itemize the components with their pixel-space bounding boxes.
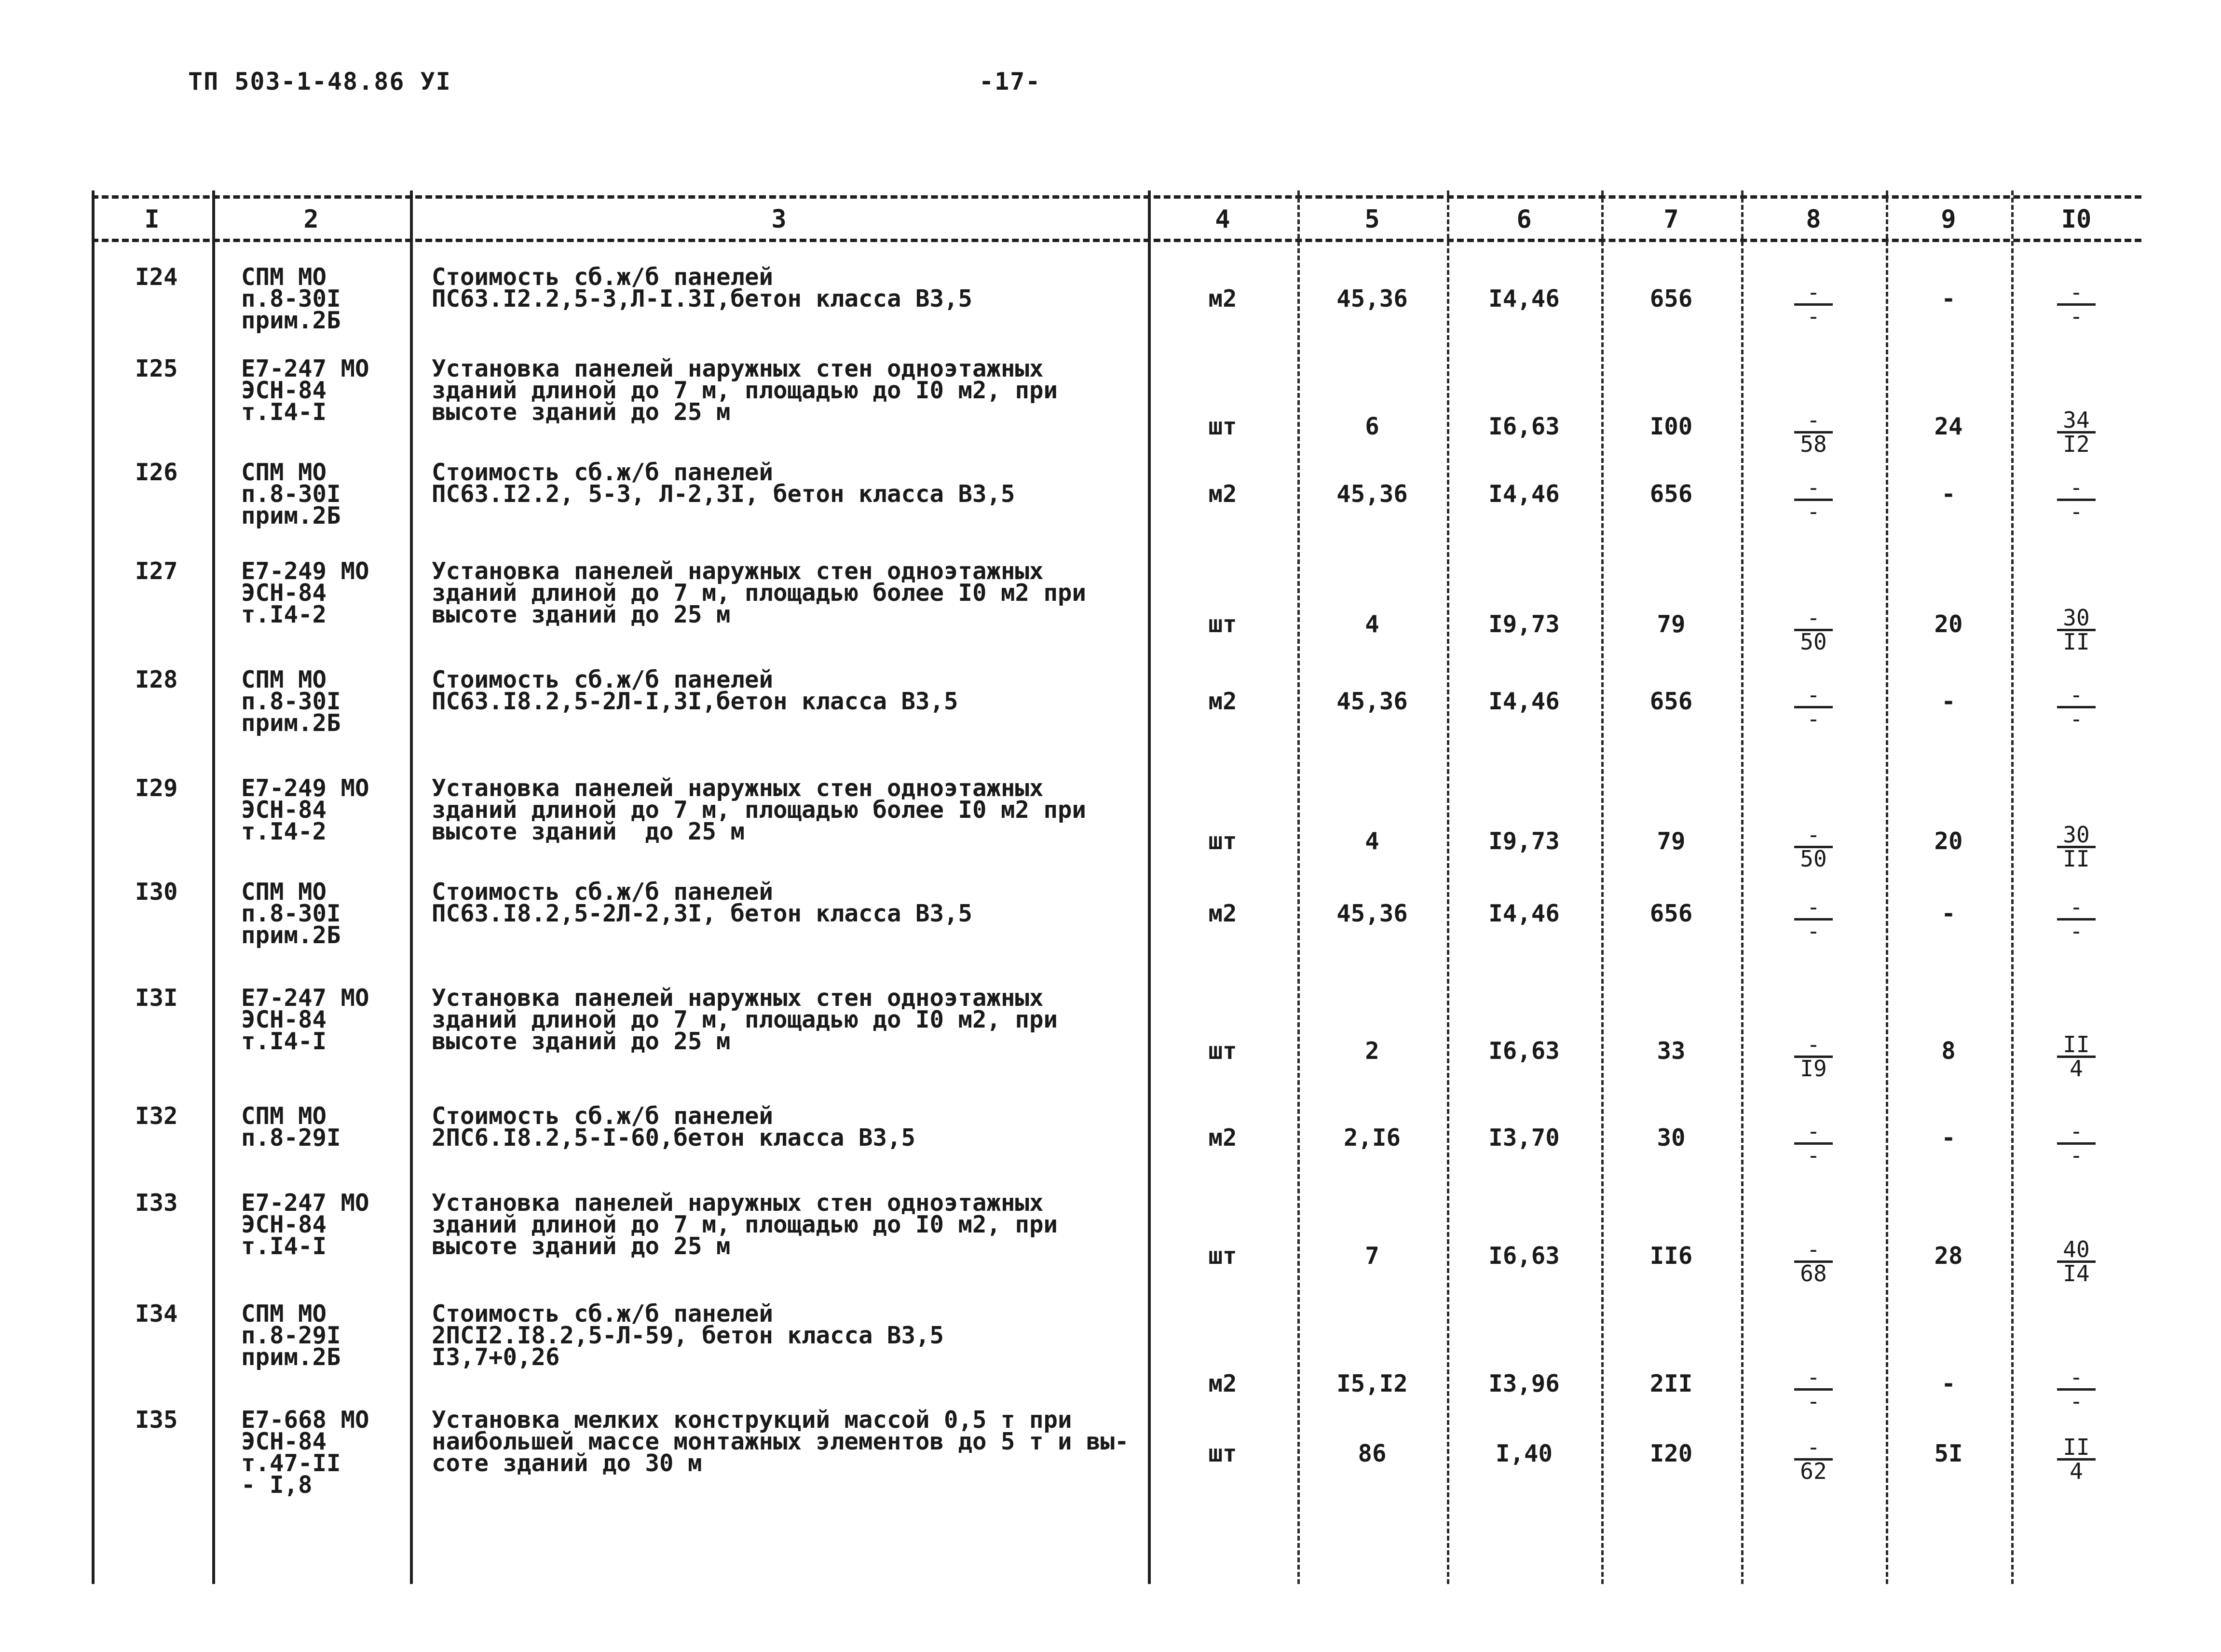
work-description: Стоимость сб.ж/б панелей <box>432 1102 774 1130</box>
total-cost-value: I00 <box>1649 413 1693 440</box>
column-8-fraction <box>1787 822 1840 872</box>
column-10-fraction-numerator: - <box>2070 1118 2083 1144</box>
column-10-fraction <box>2050 682 2103 732</box>
norm-reference: прим.2Б <box>241 921 341 949</box>
page-number: -17- <box>979 68 1041 95</box>
unit-of-measure: шт <box>1208 1242 1237 1270</box>
norm-reference: Е7-247 МО <box>241 1189 369 1217</box>
unit-of-measure: м2 <box>1208 1124 1237 1151</box>
column-divider <box>92 190 95 1584</box>
row-number: I24 <box>135 263 178 291</box>
norm-reference: - I,8 <box>241 1471 313 1499</box>
column-8-fraction-numerator: - <box>1807 822 1820 848</box>
unit-price-value: I6,63 <box>1488 413 1560 440</box>
total-cost-value: 79 <box>1657 610 1686 638</box>
column-header-2: 2 <box>303 205 319 234</box>
column-10-fraction-numerator: - <box>2070 894 2083 920</box>
norm-reference: ЭСН-84 <box>241 1428 327 1455</box>
column-9-value: - <box>1941 688 1956 715</box>
norm-reference: СПМ МО <box>241 878 327 906</box>
column-9-value: 5I <box>1934 1440 1963 1467</box>
total-cost-value: 656 <box>1649 285 1693 312</box>
work-description: 2ПС6.I8.2,5-I-60,бетон класса В3,5 <box>432 1124 916 1151</box>
work-description: зданий длиной до 7 м, площадью до I0 м2, при <box>432 1006 1058 1033</box>
column-header-10: I0 <box>2061 205 2092 234</box>
column-10-fraction-denominator: - <box>2070 706 2083 732</box>
column-header-7: 7 <box>1663 205 1679 234</box>
norm-reference: СПМ МО <box>241 1300 327 1327</box>
column-8-fraction-numerator: - <box>1807 1434 1820 1460</box>
column-8-fraction <box>1787 894 1840 944</box>
column-8-fraction-denominator: 62 <box>1800 1458 1827 1484</box>
work-description: ПС63.I8.2,5-2Л-I,3I,бетон класса В3,5 <box>432 688 958 715</box>
unit-price-value: I,40 <box>1495 1440 1553 1467</box>
column-10-fraction-numerator: - <box>2070 474 2083 501</box>
column-8-fraction <box>1787 279 1840 329</box>
total-cost-value: 33 <box>1657 1037 1686 1065</box>
row-number: I25 <box>135 355 178 382</box>
column-10-fraction <box>2050 822 2103 872</box>
norm-reference: прим.2Б <box>241 709 341 737</box>
estimate-table <box>92 190 2141 1584</box>
column-10-fraction-denominator: 4 <box>2070 1458 2083 1484</box>
quantity-value: 4 <box>1365 827 1379 855</box>
unit-price-value: I9,73 <box>1488 610 1560 638</box>
column-8-fraction <box>1787 1364 1840 1414</box>
column-header-9: 9 <box>1941 205 1956 234</box>
work-description: Установка мелких конструкций массой 0,5 т при <box>432 1406 1072 1434</box>
column-8-fraction-denominator: I9 <box>1800 1056 1827 1082</box>
column-8-fraction-denominator: 50 <box>1800 629 1827 655</box>
column-8-fraction <box>1787 474 1840 525</box>
column-10-fraction-denominator: - <box>2070 303 2083 329</box>
column-10-fraction <box>2050 605 2103 655</box>
column-8-fraction-denominator: 50 <box>1800 846 1827 872</box>
column-10-fraction <box>2050 407 2103 457</box>
column-8-fraction-numerator: - <box>1807 682 1820 708</box>
column-8-fraction-denominator: - <box>1807 303 1820 329</box>
norm-reference: СПМ МО <box>241 263 327 291</box>
column-8-fraction-denominator: - <box>1807 1142 1820 1168</box>
column-10-fraction-denominator: II <box>2063 846 2090 872</box>
work-description: ПС63.I2.2, 5-3, Л-2,3I, бетон класса В3,5 <box>432 480 1015 508</box>
work-description: высоте зданий до 25 м <box>432 1028 731 1055</box>
column-10-fraction-denominator: 4 <box>2070 1056 2083 1082</box>
norm-reference: ЭСН-84 <box>241 1006 327 1033</box>
work-description: Установка панелей наружных стен одноэтажных <box>432 774 1044 802</box>
column-divider <box>1741 190 1744 1584</box>
work-description: Стоимость сб.ж/б панелей <box>432 459 774 486</box>
column-10-fraction-denominator: - <box>2070 918 2083 944</box>
norm-reference: ЭСН-84 <box>241 377 327 404</box>
row-number: I3I <box>135 984 178 1012</box>
column-10-fraction-numerator: 30 <box>2063 822 2090 848</box>
quantity-value: 2,I6 <box>1343 1124 1401 1151</box>
column-8-fraction-denominator: - <box>1807 1388 1820 1414</box>
column-10-fraction-denominator: - <box>2070 1388 2083 1414</box>
work-description: Установка панелей наружных стен одноэтажных <box>432 984 1044 1012</box>
column-10-fraction-numerator: - <box>2070 1364 2083 1390</box>
column-8-fraction <box>1787 682 1840 732</box>
quantity-value: I5,I2 <box>1336 1370 1408 1397</box>
unit-of-measure: шт <box>1208 1037 1237 1065</box>
column-header-5: 5 <box>1364 205 1380 234</box>
norm-reference: ЭСН-84 <box>241 796 327 824</box>
column-8-fraction-denominator: - <box>1807 918 1820 944</box>
work-description: 2ПСI2.I8.2,5-Л-59, бетон класса В3,5 <box>432 1322 944 1349</box>
column-10-fraction-denominator: I2 <box>2063 431 2090 457</box>
column-10-fraction-numerator: 34 <box>2063 407 2090 433</box>
column-8-fraction <box>1787 1031 1840 1082</box>
work-description: высоте зданий до 25 м <box>432 601 731 628</box>
column-10-fraction <box>2050 1031 2103 1082</box>
unit-of-measure: м2 <box>1208 900 1237 927</box>
column-9-value: 28 <box>1934 1242 1963 1270</box>
quantity-value: 45,36 <box>1336 285 1408 312</box>
work-description: ПС63.I2.2,5-3,Л-I.3I,бетон класса В3,5 <box>432 285 973 312</box>
work-description: зданий длиной до 7 м, площадью более I0 м2 при <box>432 796 1087 824</box>
norm-reference: п.8-30I <box>241 900 341 927</box>
total-cost-value: 656 <box>1649 900 1693 927</box>
total-cost-value: 656 <box>1649 688 1693 715</box>
column-9-value: 24 <box>1934 413 1963 440</box>
unit-price-value: I4,46 <box>1488 900 1560 927</box>
quantity-value: 45,36 <box>1336 688 1408 715</box>
norm-reference: Е7-247 МО <box>241 984 369 1012</box>
norm-reference: прим.2Б <box>241 502 341 529</box>
norm-reference: Е7-249 МО <box>241 774 369 802</box>
column-10-fraction-numerator: II <box>2063 1434 2090 1460</box>
column-header-3: 3 <box>771 205 787 234</box>
work-description: соте зданий до 30 м <box>432 1449 702 1477</box>
unit-price-value: I4,46 <box>1488 480 1560 508</box>
norm-reference: Е7-247 МО <box>241 355 369 382</box>
unit-of-measure: шт <box>1208 413 1237 440</box>
norm-reference: Е7-249 МО <box>241 557 369 585</box>
column-9-value: 8 <box>1941 1037 1956 1065</box>
column-10-fraction-denominator: I4 <box>2063 1260 2090 1286</box>
total-cost-value: I20 <box>1649 1440 1693 1467</box>
work-description: ПС63.I8.2,5-2Л-2,3I, бетон класса В3,5 <box>432 900 973 927</box>
column-10-fraction-numerator: - <box>2070 279 2083 305</box>
row-number: I32 <box>135 1102 178 1130</box>
column-8-fraction-denominator: 58 <box>1800 431 1827 457</box>
norm-reference: ЭСН-84 <box>241 1211 327 1238</box>
quantity-value: 86 <box>1358 1440 1387 1467</box>
quantity-value: 7 <box>1365 1242 1379 1270</box>
norm-reference: ЭСН-84 <box>241 579 327 607</box>
column-10-fraction-numerator: 40 <box>2063 1236 2090 1262</box>
work-description: I3,7+0,26 <box>432 1343 560 1371</box>
column-8-fraction-numerator: - <box>1807 279 1820 305</box>
column-8-fraction-denominator: - <box>1807 499 1820 525</box>
unit-price-value: I3,96 <box>1488 1370 1560 1397</box>
unit-of-measure: м2 <box>1208 480 1237 508</box>
row-number: I29 <box>135 774 178 802</box>
column-8-fraction <box>1787 407 1840 457</box>
norm-reference: т.I4-I <box>241 398 327 426</box>
column-8-fraction-numerator: - <box>1807 1364 1820 1390</box>
norm-reference: п.8-30I <box>241 285 341 312</box>
row-number: I27 <box>135 557 178 585</box>
work-description: Стоимость сб.ж/б панелей <box>432 666 774 693</box>
norm-reference: Е7-668 МО <box>241 1406 369 1434</box>
unit-of-measure: м2 <box>1208 285 1237 312</box>
norm-reference: СПМ МО <box>241 459 327 486</box>
column-header-8: 8 <box>1806 205 1821 234</box>
column-8-fraction-numerator: - <box>1807 605 1820 631</box>
unit-price-value: I6,63 <box>1488 1037 1560 1065</box>
total-cost-value: 2II <box>1649 1370 1693 1397</box>
column-9-value: - <box>1941 1370 1956 1397</box>
column-10-fraction <box>2050 1236 2103 1286</box>
document-code: ТП 503-1-48.86 УI <box>188 68 451 95</box>
column-8-fraction-denominator: - <box>1807 706 1820 732</box>
work-description: Стоимость сб.ж/б панелей <box>432 263 774 291</box>
norm-reference: т.I4-2 <box>241 818 327 845</box>
column-9-value: - <box>1941 285 1956 312</box>
column-10-fraction <box>2050 894 2103 944</box>
column-8-fraction <box>1787 605 1840 655</box>
column-divider <box>212 190 215 1584</box>
unit-of-measure: м2 <box>1208 688 1237 715</box>
norm-reference: п.8-29I <box>241 1124 341 1151</box>
column-header-4: 4 <box>1215 205 1230 234</box>
column-8-fraction-numerator: - <box>1807 474 1820 501</box>
quantity-value: 6 <box>1365 413 1379 440</box>
norm-reference: п.8-29I <box>241 1322 341 1349</box>
norm-reference: т.I4-I <box>241 1232 327 1260</box>
work-description: высоте зданий до 25 м <box>432 818 745 845</box>
column-9-value: - <box>1941 900 1956 927</box>
work-description: зданий длиной до 7 м, площадью более I0 м2 при <box>432 579 1087 607</box>
norm-reference: т.47-II <box>241 1449 341 1477</box>
unit-of-measure: шт <box>1208 1440 1237 1467</box>
total-cost-value: 30 <box>1657 1124 1686 1151</box>
unit-of-measure: шт <box>1208 827 1237 855</box>
work-description: Стоимость сб.ж/б панелей <box>432 878 774 906</box>
unit-price-value: I9,73 <box>1488 827 1560 855</box>
norm-reference: п.8-30I <box>241 688 341 715</box>
column-8-fraction-denominator: 68 <box>1800 1260 1827 1286</box>
column-10-fraction-denominator: - <box>2070 499 2083 525</box>
column-10-fraction <box>2050 1434 2103 1484</box>
column-10-fraction-denominator: - <box>2070 1142 2083 1168</box>
work-description: зданий длиной до 7 м, площадью до I0 м2, при <box>432 1211 1058 1238</box>
column-8-fraction-numerator: - <box>1807 894 1820 920</box>
unit-of-measure: м2 <box>1208 1370 1237 1397</box>
norm-reference: п.8-30I <box>241 480 341 508</box>
table-top-rule <box>92 195 2141 199</box>
header-bottom-rule <box>92 239 2141 242</box>
norm-reference: т.I4-I <box>241 1028 327 1055</box>
column-8-fraction <box>1787 1236 1840 1286</box>
column-8-fraction <box>1787 1434 1840 1484</box>
norm-reference: прим.2Б <box>241 307 341 334</box>
column-9-value: - <box>1941 1124 1956 1151</box>
work-description: зданий длиной до 7 м, площадью до I0 м2, при <box>432 377 1058 404</box>
total-cost-value: 79 <box>1657 827 1686 855</box>
norm-reference: СПМ МО <box>241 1102 327 1130</box>
work-description: наибольшей массе монтажных элементов до 5 т и вы- <box>432 1428 1129 1455</box>
column-9-value: - <box>1941 480 1956 508</box>
work-description: высоте зданий до 25 м <box>432 1232 731 1260</box>
column-8-fraction-numerator: - <box>1807 1118 1820 1144</box>
column-10-fraction-numerator: II <box>2063 1031 2090 1057</box>
column-10-fraction <box>2050 1364 2103 1414</box>
column-9-value: 20 <box>1934 610 1963 638</box>
row-number: I30 <box>135 878 178 906</box>
column-header-6: 6 <box>1516 205 1532 234</box>
work-description: Установка панелей наружных стен одноэтажных <box>432 1189 1044 1217</box>
row-number: I26 <box>135 459 178 486</box>
column-10-fraction <box>2050 474 2103 525</box>
unit-price-value: I6,63 <box>1488 1242 1560 1270</box>
total-cost-value: 656 <box>1649 480 1693 508</box>
row-number: I28 <box>135 666 178 693</box>
column-10-fraction-denominator: II <box>2063 629 2090 655</box>
quantity-value: 4 <box>1365 610 1379 638</box>
column-10-fraction-numerator: - <box>2070 682 2083 708</box>
row-number: I33 <box>135 1189 178 1217</box>
work-description: Стоимость сб.ж/б панелей <box>432 1300 774 1327</box>
column-divider <box>2011 190 2014 1584</box>
quantity-value: 45,36 <box>1336 900 1408 927</box>
norm-reference: т.I4-2 <box>241 601 327 628</box>
row-number: I34 <box>135 1300 178 1327</box>
row-number: I35 <box>135 1406 178 1434</box>
norm-reference: СПМ МО <box>241 666 327 693</box>
unit-of-measure: шт <box>1208 610 1237 638</box>
total-cost-value: II6 <box>1649 1242 1693 1270</box>
unit-price-value: I3,70 <box>1488 1124 1560 1151</box>
work-description: Установка панелей наружных стен одноэтажных <box>432 557 1044 585</box>
column-10-fraction-numerator: 30 <box>2063 605 2090 631</box>
quantity-value: 2 <box>1365 1037 1379 1065</box>
column-8-fraction-numerator: - <box>1807 407 1820 433</box>
column-header-1: I <box>144 205 160 234</box>
column-10-fraction <box>2050 279 2103 329</box>
unit-price-value: I4,46 <box>1488 688 1560 715</box>
column-9-value: 20 <box>1934 827 1963 855</box>
work-description: Установка панелей наружных стен одноэтажных <box>432 355 1044 382</box>
unit-price-value: I4,46 <box>1488 285 1560 312</box>
column-8-fraction-numerator: - <box>1807 1031 1820 1057</box>
column-8-fraction <box>1787 1118 1840 1168</box>
work-description: высоте зданий до 25 м <box>432 398 731 426</box>
quantity-value: 45,36 <box>1336 480 1408 508</box>
column-divider <box>410 190 413 1584</box>
column-10-fraction <box>2050 1118 2103 1168</box>
column-8-fraction-numerator: - <box>1807 1236 1820 1262</box>
norm-reference: прим.2Б <box>241 1343 341 1371</box>
